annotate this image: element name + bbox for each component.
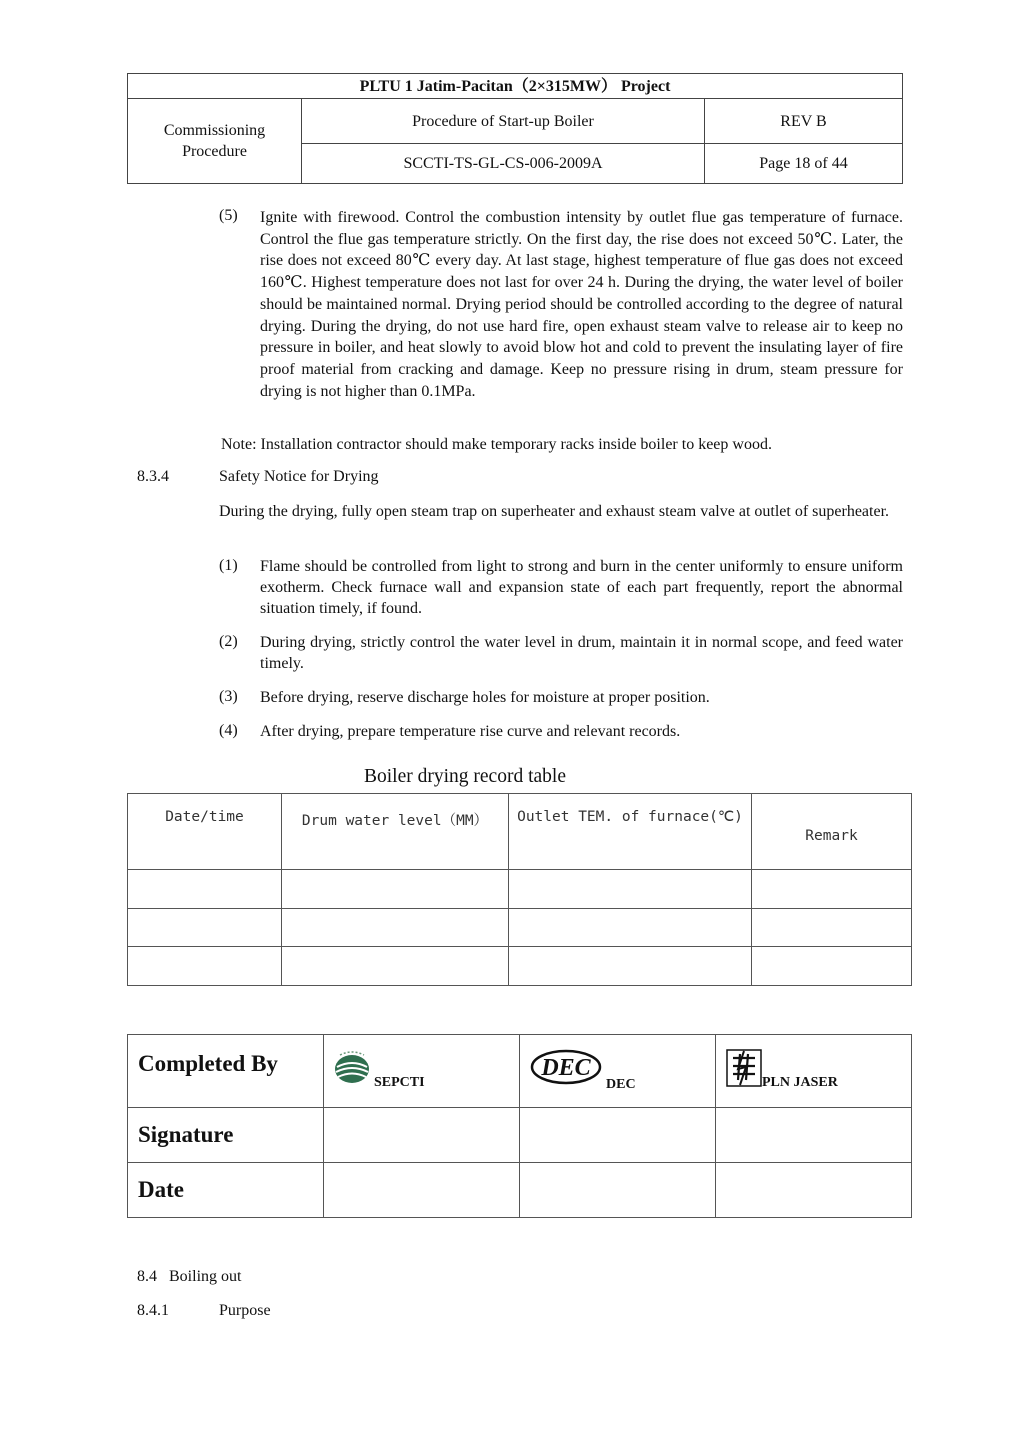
date-cell <box>716 1163 912 1218</box>
list-item-number: (1) <box>219 557 238 574</box>
document-number: SCCTI-TS-GL-CS-006-2009A <box>302 144 705 184</box>
subsection-number: 8.4.1 <box>137 1302 169 1319</box>
list-item-text: After drying, prepare temperature rise curve and relevant records. <box>260 723 681 740</box>
list-item <box>219 633 903 675</box>
list-item <box>219 688 903 709</box>
list-item-text: Before drying, reserve discharge holes for moisture at proper position. <box>260 689 710 706</box>
list-item-text: Flame should be controlled from light to strong and burn in the center uniformly to ensure uniform exotherm. Check furnace wall and expansion state of each part frequently, report the abnormal situation timely, if found. <box>260 558 903 617</box>
note-text: Note: Installation contractor should make temporary racks inside boiler to keep wood. <box>221 436 772 453</box>
dec-logo-icon <box>530 1049 602 1085</box>
org-cell <box>520 1035 716 1108</box>
procedure-title: Procedure of Start-up Boiler <box>302 99 705 144</box>
list-item-number: (5) <box>219 207 238 224</box>
revision: REV B <box>705 99 903 144</box>
signature-label: Signature <box>128 1108 324 1163</box>
table-row <box>128 870 912 909</box>
list-item-number: (2) <box>219 633 238 650</box>
table-row <box>128 947 912 986</box>
org-name: PLN JASER <box>762 1075 838 1090</box>
column-header: Remark <box>752 794 912 870</box>
sepcti-logo-icon <box>332 1049 372 1085</box>
date-cell <box>520 1163 716 1218</box>
list-item <box>219 722 903 743</box>
section-intro: During the drying, fully open steam trap on superheater and exhaust steam valve at outlet of superheater. <box>219 503 890 520</box>
org-cell <box>324 1035 520 1108</box>
document-type: Commissioning Procedure <box>128 99 302 184</box>
list-item <box>219 207 903 402</box>
project-title: PLTU 1 Jatim-Pacitan（2×315MW） Project <box>128 74 903 99</box>
list-item-text: During drying, strictly control the water level in drum, maintain it in normal scope, and feed water timely. <box>260 634 903 672</box>
page-number: Page 18 of 44 <box>705 144 903 184</box>
column-header: Drum water level（MM） <box>282 794 509 870</box>
section-title: Safety Notice for Drying <box>219 468 379 485</box>
list-item-text: Ignite with firewood. Control the combustion intensity by outlet flue gas temperature of furnace. Control the flue gas temperature strictly. On the first day, the rise does not exceed 50℃. Later, the rise does not exceed 80℃ every day. At last stage, highest temperature of flue gas does not exceed 160℃. Highest temperature does not last for over 24 h. During the drying, the water level of boiler should be maintained normal. Drying period should be controlled according to the degree of natural drying. During the drying, do not use hard fire, open exhaust steam valve to release air to keep no pressure in boiler, and heat slowly to avoid blow hot and cold to prevent the insulating layer of fire proof material from cracking and damage. Keep no pressure rising in drum, steam pressure for drying is not higher than 0.1MPa. <box>260 209 903 400</box>
pln-logo-icon <box>726 1049 762 1087</box>
org-cell <box>716 1035 912 1108</box>
table-caption: Boiler drying record table <box>364 766 566 787</box>
signature-cell <box>716 1108 912 1163</box>
signature-cell <box>520 1108 716 1163</box>
org-name: DEC <box>606 1077 636 1092</box>
date-cell <box>324 1163 520 1218</box>
list-item-number: (4) <box>219 722 238 739</box>
subsection-title: Purpose <box>219 1302 271 1319</box>
signature-cell <box>324 1108 520 1163</box>
table-row <box>128 908 912 947</box>
completed-by-label: Completed By <box>128 1035 324 1108</box>
svg-text:DEC: DEC <box>541 1055 591 1081</box>
org-name: SEPCTI <box>374 1075 425 1090</box>
column-header: Outlet TEM. of furnace(℃) <box>509 794 752 870</box>
date-label: Date <box>128 1163 324 1218</box>
list-item <box>219 557 903 619</box>
drying-record-table <box>127 793 912 986</box>
section-heading: 8.4 Boiling out <box>137 1268 242 1285</box>
signoff-table <box>127 1034 912 1218</box>
list-item-number: (3) <box>219 688 238 705</box>
section-number: 8.3.4 <box>137 468 169 485</box>
document-header-table <box>127 73 903 184</box>
column-header: Date/time <box>128 794 282 870</box>
